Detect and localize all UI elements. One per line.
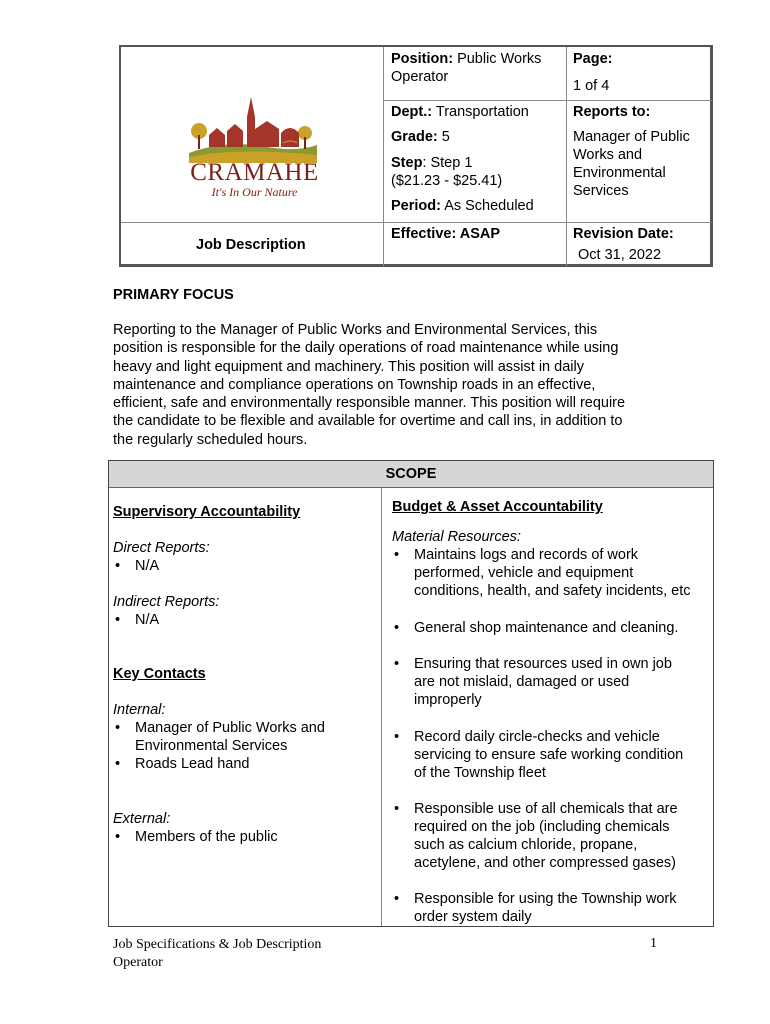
budget-item-6 <box>392 890 677 926</box>
step-field: Step: Step 1 ($21.23 - $25.41) <box>391 155 503 189</box>
scope-table <box>108 460 714 927</box>
revision-date-value: Oct 31, 2022 <box>578 247 662 263</box>
logo-tagline: It's In Our Nature <box>211 185 298 199</box>
list-item: • Roads Lead hand <box>113 755 325 773</box>
reports-to-label: Reports to: <box>573 104 651 120</box>
logo-wordmark: CRAMAHE <box>190 159 319 186</box>
page-footer: Job Specifications & Job Description Operator <box>113 937 322 970</box>
list-item: • Maintains logs and records of work performed, vehicle and equipment conditions, health, and safety incidents, etc <box>392 546 690 600</box>
primary-focus-text: Reporting to the Manager of Public Works and Environmental Services, this position is responsible for the daily operations of road maintenance while using heavy and light equipment and machinery. This position will assist in daily maintenance and compliance operations on Township roads in an effective, efficient, safe and environmentally responsible manner. This position will require the candidate to be flexible and available for overtime and call ins, in addition to the regularly scheduled hours. <box>113 322 626 448</box>
budget-item-4 <box>392 728 683 782</box>
budget-item-3 <box>392 655 672 709</box>
direct-reports-list <box>113 557 159 575</box>
period-field: Period: As Scheduled <box>391 198 534 214</box>
material-resources-label: Material Resources: <box>392 529 521 545</box>
effective-field: Effective: ASAP <box>391 226 501 242</box>
direct-reports-label: Direct Reports: <box>113 540 210 556</box>
logo-cell <box>121 47 383 222</box>
position-field: Position: Public Works Operator <box>391 51 542 85</box>
budget-item-5 <box>392 800 678 872</box>
internal-label: Internal: <box>113 702 166 718</box>
list-item: • Record daily circle-checks and vehicle servicing to ensure safe working condition of the Township fleet <box>392 728 683 782</box>
scope-title: SCOPE <box>109 461 713 488</box>
page-value: 1 of 4 <box>573 78 610 94</box>
page-number: 1 <box>650 936 657 951</box>
supervisory-accountability-title: Supervisory Accountability <box>113 504 301 520</box>
job-description-cell <box>121 222 383 267</box>
external-label: External: <box>113 811 171 827</box>
reports-to-value: Manager of Public Works and Environmental Services <box>573 129 690 199</box>
cramahe-logo <box>187 95 319 165</box>
list-item: • General shop maintenance and cleaning. <box>392 619 678 637</box>
list-item: • N/A <box>113 611 159 629</box>
list-item: • N/A <box>113 557 159 575</box>
budget-item-1 <box>392 546 690 600</box>
list-item: • Responsible for using the Township work order system daily <box>392 890 677 926</box>
job-header-table <box>119 45 713 267</box>
budget-accountability-title: Budget & Asset Accountability <box>392 499 603 515</box>
grade-field: Grade: 5 <box>391 129 450 145</box>
internal-contacts-list <box>113 719 325 773</box>
list-item: • Manager of Public Works and Environmental Services <box>113 719 325 755</box>
dept-field: Dept.: Transportation <box>391 104 529 120</box>
primary-focus-title: PRIMARY FOCUS <box>113 287 234 303</box>
list-item: • Responsible use of all chemicals that are required on the job (including chemicals such as calcium chloride, propane, acetylene, and other compressed gases) <box>392 800 678 872</box>
key-contacts-title: Key Contacts <box>113 666 206 682</box>
external-contacts-list <box>113 828 278 846</box>
revision-date-label: Revision Date: <box>573 226 674 242</box>
list-item: • Ensuring that resources used in own job are not mislaid, damaged or used improperly <box>392 655 672 709</box>
indirect-reports-label: Indirect Reports: <box>113 594 220 610</box>
list-item: • Members of the public <box>113 828 278 846</box>
budget-item-2 <box>392 619 678 637</box>
page-label: Page: <box>573 51 613 67</box>
indirect-reports-list <box>113 611 159 629</box>
job-description-label: Job Description <box>196 237 306 253</box>
